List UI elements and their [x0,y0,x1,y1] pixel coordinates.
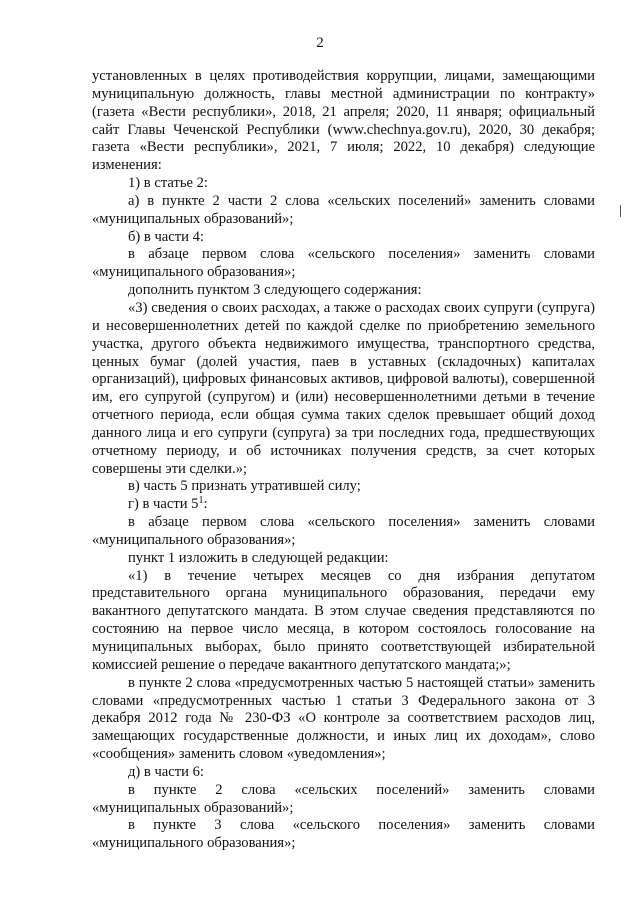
item-1: 1) в статье 2: [128,175,208,192]
item-g-paragraph-1: в абзаце первом слова «сельского поселения» заменить словами «муниципального образования»; [92,514,595,548]
item-g-paragraph-2: пункт 1 изложить в следующей редакции: [128,549,389,566]
item-b-paragraph-1: в абзаце первом слова «сельского поселения» заменить словами «муниципального образования»; [92,246,595,281]
item-a: а) в пункте 2 части 2 слова «сельских поселений» заменить словами «муниципальных образований»; [92,192,595,227]
item-g-superscript: 1 [198,495,204,507]
item-g [92,496,595,514]
page-number: 2 [316,35,324,51]
item-d-paragraph-1: в пункте 2 слова «сельских поселений» заменить словами «муниципальных образований»; [92,781,595,816]
document-body [92,68,595,853]
item-d: д) в части 6: [128,763,204,780]
item-g-paragraph-4: в пункте 2 слова «предусмотренных частью 5 настоящей статьи» заменить словами «предусмотренных частью 1 статьи 3 Федерального закона от 3 декабря 2012 года № 230-ФЗ «О контроле за соответствием расходов лиц, замещающих государственные должности, и иных лиц их доходам», слово «сообщения» заменить словом «уведомления»; [92,674,595,763]
intro-paragraph: установленных в целях противодействия коррупции, лицами, замещающими муниципальную должность, главы местной администрации по контракту» (газета «Вести республики», 2018, 21 апреля; 2020, 11 января; официальный сайт Главы Чеченской Республики (www.chechnya.gov.ru), 2020, 30 декабря; газета «Вести республики», 2021, 7 июля; 2022, 10 декабря) следующие изменения: [92,68,595,174]
item-b-paragraph-3: «3) сведения о своих расходах, а также о расходах своих супруги (супруга) и несовершеннолетних детей по каждой сделке по приобретению земельного участка, другого объекта недвижимого имущества, транспортного средства, ценных бумаг (долей участия, паев в уставных (складочных) капиталах организаций), цифровых финансовых активов, цифровой валюты), совершенной им, его супругой (супругом) и (или) несовершеннолетними детьми в течение отчетного периода, если общая сумма таких сделок превышает общий доход данного лица и его супруги (супруга) за три последних года, предшествующих отчетному периоду, и об источниках получения средств, за счет которых совершены эти сделки.»; [92,299,595,477]
item-b: б) в части 4: [128,228,204,245]
margin-mark [620,205,621,217]
item-b-paragraph-2: дополнить пунктом 3 следующего содержания: [128,282,422,299]
item-g-paragraph-3: «1) в течение четырех месяцев со дня избрания депутатом представительного органа муниципального образования, передачи ему вакантного депутатского мандата. В этом случае сведения представляются по состоянию на первое число месяца, в котором состоялось голосование на муниципальных выборах, было принято соответствующей избирательной комиссией решение о передаче вакантного депутатского мандата;»; [92,567,595,673]
item-v: в) часть 5 признать утратившей силу; [128,478,361,495]
item-g-suffix: : [203,496,208,513]
item-d-paragraph-2: в пункте 3 слова «сельского поселения» заменить словами «муниципального образования»; [92,817,595,852]
item-g-prefix: г) в части 5 [128,496,199,513]
